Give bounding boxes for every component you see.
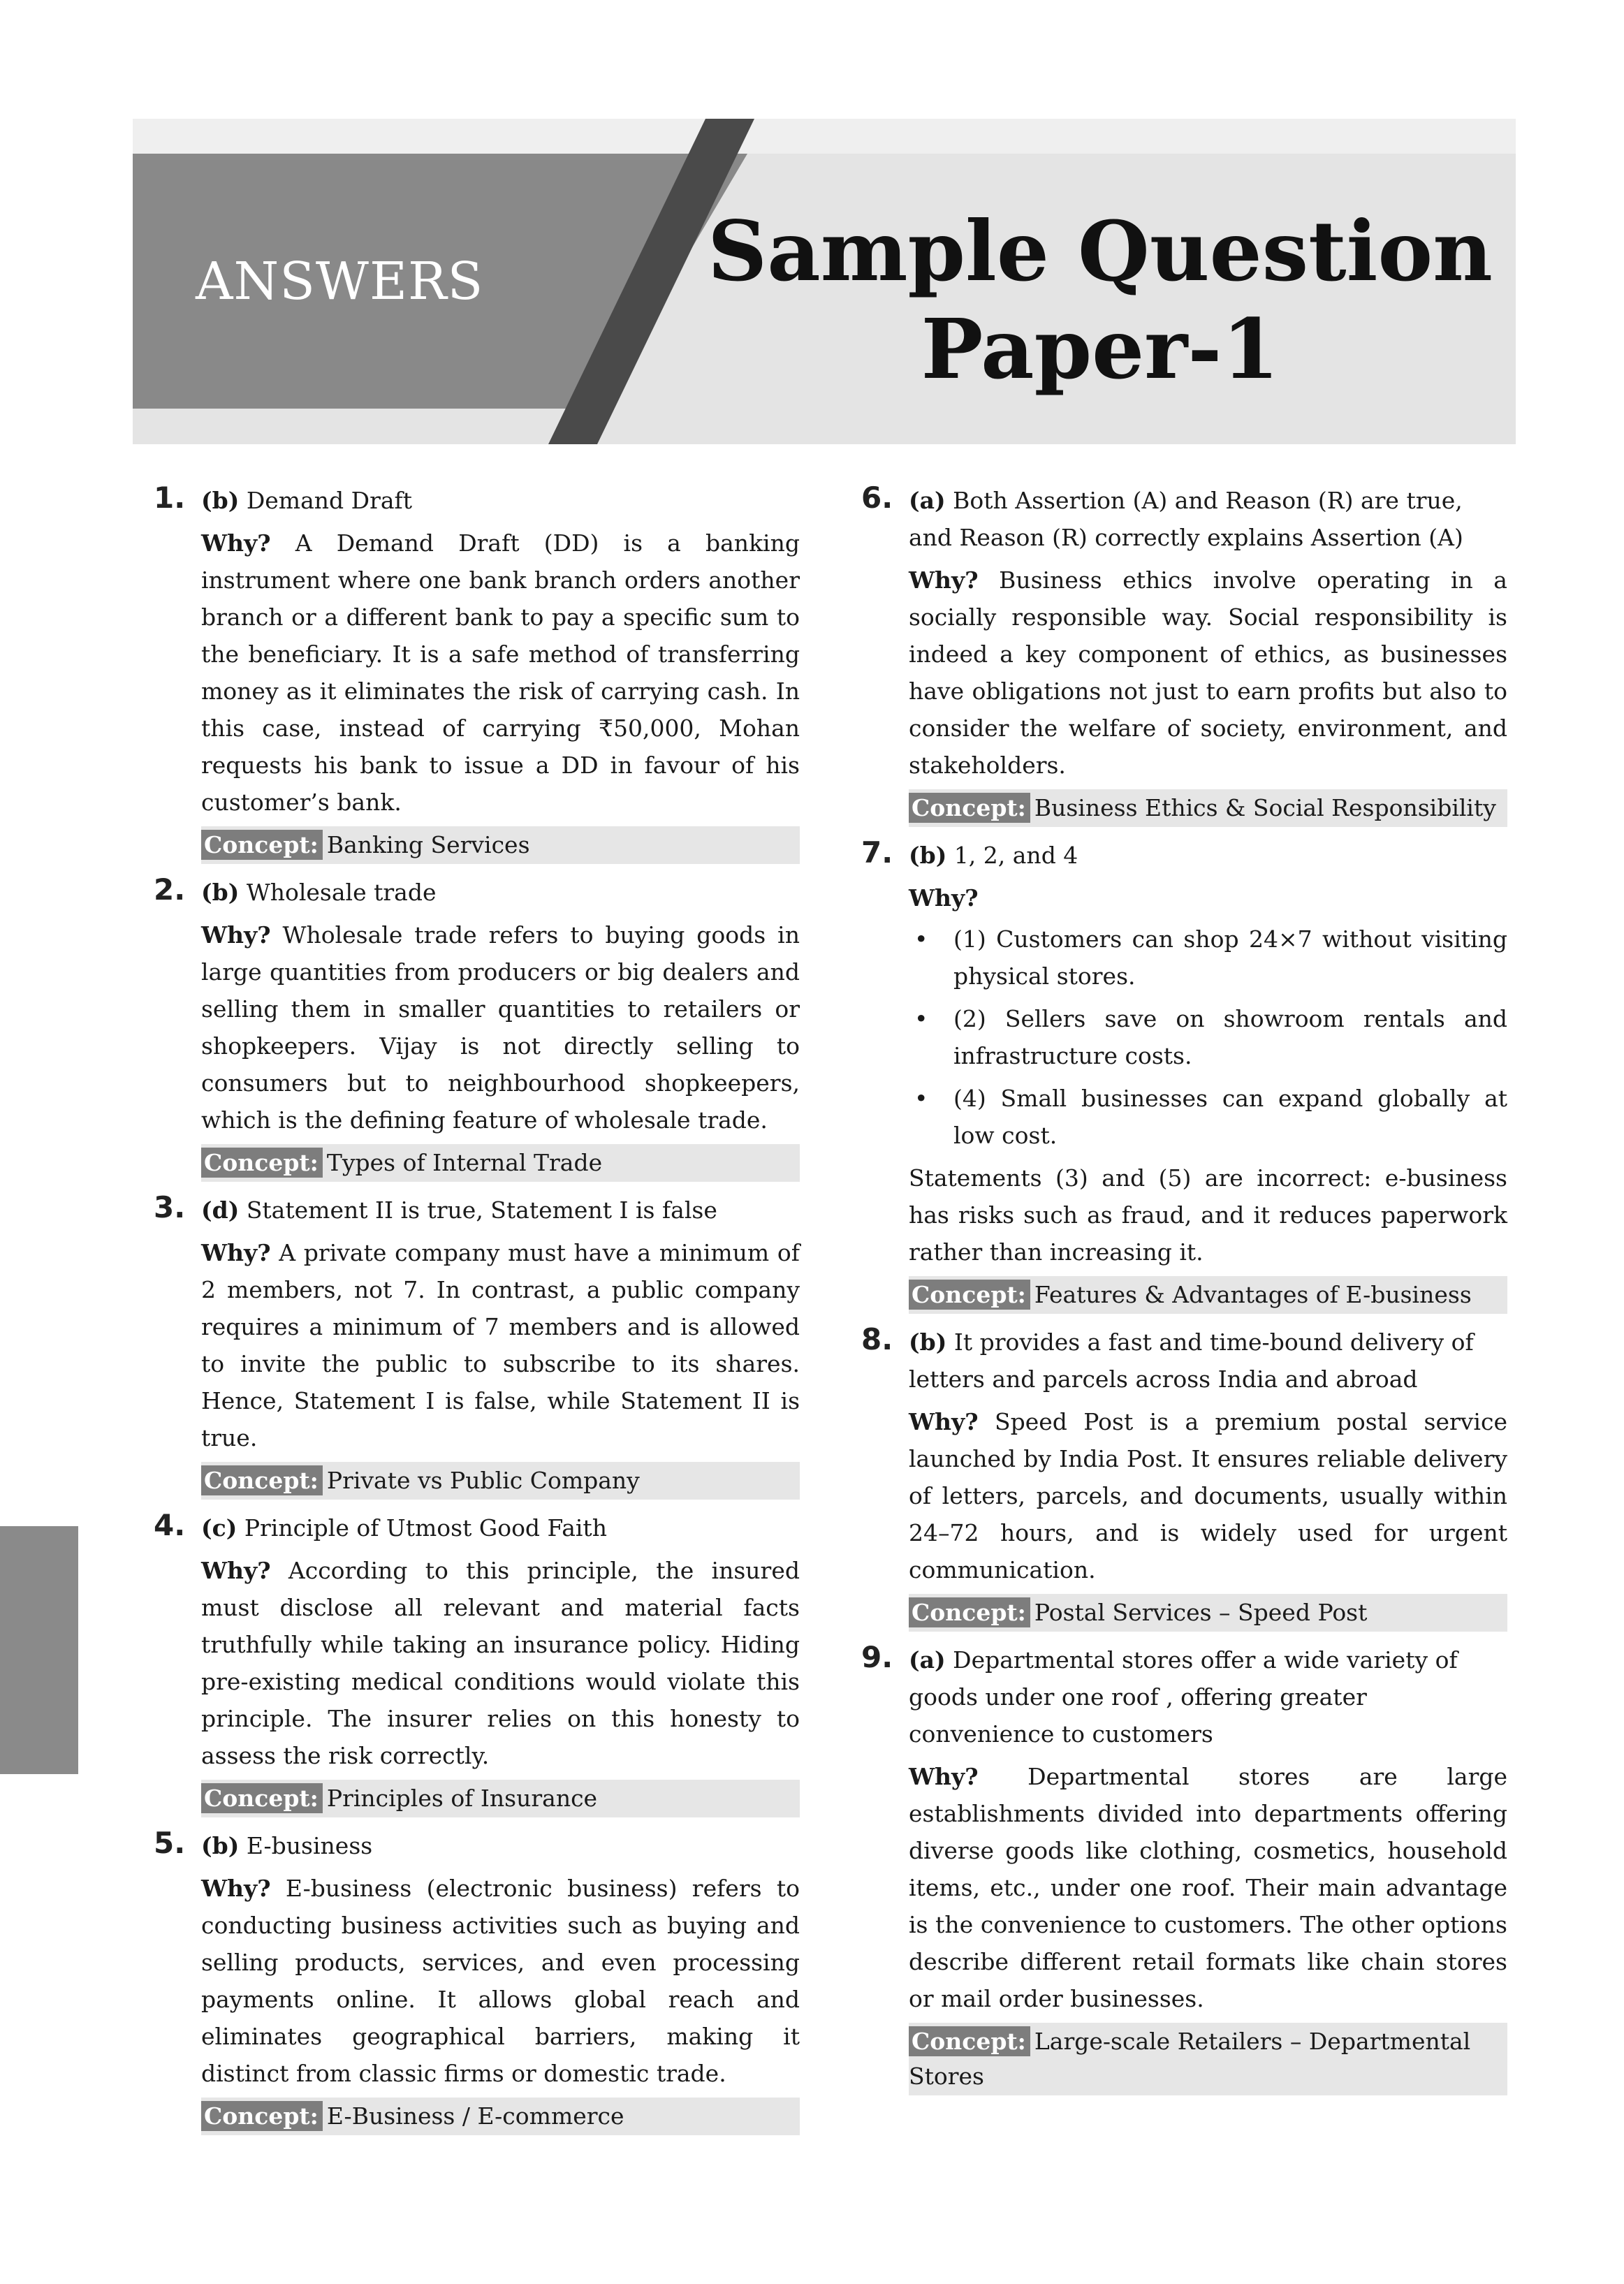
answer-text: E-business [246,1832,373,1859]
question-number: 7. [861,835,893,870]
question-number: 1. [154,481,186,515]
why-label: Why? [201,1557,271,1584]
why-text: Wholesale trade refers to buying goods in large quantities from producers or big dealers and selling them in smaller quantities to retailers or shopkeepers. Vijay is not directly selling to consumers but to neighbourhood shopkeepers, which is the defining feature of wholesale trade. [201,921,800,1134]
left-column [154,482,800,2145]
page-header [133,119,1516,444]
answer-option: (a) [909,487,946,514]
why-label: Why? [201,529,271,557]
concept-text: Principles of Insurance [326,1785,598,1812]
reason-list [909,921,1507,1154]
explanation [909,1758,1507,2017]
answer-option: (b) [909,842,947,869]
why-text: A Demand Draft (DD) is a banking instrument where one bank branch orders another branch or a different bank to pay a specific sum to the beneficiary. It is a safe method of transferring money as it eliminates the risk of carrying cash. In this case, instead of carrying ₹50,000, Mohan requests his bank to issue a DD in favour of his customer’s bank. [201,529,800,816]
question-number: 5. [154,1826,186,1860]
answer-option: (c) [201,1514,237,1542]
answer-line [909,837,1507,874]
answer-option: (d) [201,1196,240,1224]
concept-label: Concept: [909,1597,1030,1627]
why-text: Speed Post is a premium postal service launched by India Post. It ensures reliable delivery of letters, parcels, and documents, usually within 24–72 hours, and is widely used for urgent communication. [909,1408,1507,1583]
concept-box [909,1276,1507,1314]
answer-option: (b) [909,1328,947,1356]
answer-item [861,1641,1507,2095]
why-text: Departmental stores are large establishments divided into departments offering diverse goods like clothing, cosmetics, household items, etc., under one roof. Their main advantage is the convenience to customers. The other options describe different retail formats like chain stores or mail order businesses. [909,1763,1507,2012]
answer-item [154,1509,800,1817]
answer-text: Both Assertion (A) and Reason (R) are true, and Reason (R) correctly explains Assertion (A) [909,487,1463,551]
explanation [909,562,1507,784]
explanation [201,916,800,1139]
answer-item [154,1192,800,1500]
concept-box [201,1780,800,1817]
concept-box [909,789,1507,827]
concept-box [909,2023,1507,2095]
explanation [201,525,800,821]
concept-box [201,2098,800,2135]
answer-option: (b) [201,1832,240,1859]
concept-text: E-Business / E-commerce [326,2102,624,2130]
answer-text: Wholesale trade [246,879,437,906]
page-title [692,203,1509,398]
answer-text: 1, 2, and 4 [953,842,1078,869]
answer-text: Departmental stores offer a wide variety of goods under one roof , offering greater convenience to customers [909,1646,1458,1748]
answer-line [909,1641,1507,1752]
explanation [201,1870,800,2092]
answer-option: (b) [201,487,240,514]
answer-text: It provides a fast and time-bound delivery of letters and parcels across India and abroad [909,1328,1474,1393]
concept-label: Concept: [201,1783,323,1813]
additional-note: Statements (3) and (5) are incorrect: e-business has risks such as fraud, and it reduces paperwork rather than increasing it. [909,1164,1507,1266]
concept-box [201,1462,800,1500]
answer-line [201,482,800,519]
answer-line [201,1827,800,1864]
concept-label: Concept: [201,830,323,860]
concept-box [201,1144,800,1182]
concept-text: Banking Services [326,831,530,858]
concept-box [909,1594,1507,1632]
explanation [201,1234,800,1456]
explanation [201,1552,800,1774]
question-number: 3. [154,1190,186,1224]
concept-text: Private vs Public Company [326,1467,640,1494]
answer-item [154,874,800,1182]
concept-box [201,826,800,864]
answer-item [861,1324,1507,1632]
concept-text: Types of Internal Trade [326,1149,603,1176]
concept-label: Concept: [201,1148,323,1178]
concept-label: Concept: [201,2101,323,2131]
why-text: E-business (electronic business) refers to conducting business activities such as buying and selling products, services, and even processing payments online. It allows global reach and eliminates geographical barriers, making it distinct from classic firms or domestic trade. [201,1875,800,2087]
why-label: Why? [909,1763,979,1790]
question-number: 2. [154,872,186,907]
why-label: Why? [201,1875,271,1902]
why-label: Why? [201,921,271,949]
answer-item [154,482,800,864]
concept-label: Concept: [201,1465,323,1495]
answer-line [201,1192,800,1229]
why-text: According to this principle, the insured must disclose all relevant and material facts truthfully while taking an insurance policy. Hiding pre-existing medical conditions would violate this principle. The insurer relies on this honesty to assess the risk correctly. [201,1557,800,1769]
answer-item [154,1827,800,2135]
answer-text: Demand Draft [246,487,413,514]
answer-option: (a) [909,1646,946,1674]
answer-line [201,874,800,911]
question-number: 8. [861,1322,893,1356]
concept-text: Large-scale Retailers – Departmental Stores [909,2028,1471,2090]
concept-label: Concept: [909,1280,1030,1310]
explanation [909,1403,1507,1588]
why-label: Why? [201,1239,271,1266]
concept-text: Postal Services – Speed Post [1034,1599,1368,1626]
concept-text: Features & Advantages of E-business [1034,1281,1472,1308]
question-number: 9. [861,1640,893,1674]
list-item: • (2) Sellers save on showroom rentals and infrastructure costs. [909,1000,1507,1074]
answer-item [861,837,1507,1314]
side-tab-marker [0,1526,78,1774]
answer-text: Principle of Utmost Good Faith [244,1514,607,1542]
why-text: Business ethics involve operating in a socially responsible way. Social responsibility is indeed a key component of ethics, as businesses have obligations not just to earn profits but also to consider the welfare of society, environment, and stakeholders. [909,566,1507,779]
list-item: • (4) Small businesses can expand globally at low cost. [909,1080,1507,1154]
concept-label: Concept: [909,2026,1030,2056]
explanation [909,879,1507,916]
question-number: 4. [154,1508,186,1542]
page-title-line2: Paper-1 [921,300,1280,397]
answer-item [861,482,1507,827]
answer-line [909,1324,1507,1398]
answer-line [201,1509,800,1546]
right-column [861,482,1507,2105]
page-title-line1: Sample Question [708,203,1493,300]
concept-text: Business Ethics & Social Responsibility [1034,794,1496,821]
why-label: Why? [909,884,979,912]
answer-line [909,482,1507,556]
question-number: 6. [861,481,893,515]
why-text: A private company must have a minimum of 2 members, not 7. In contrast, a public company requires a minimum of 7 members and is allowed to invite the public to subscribe to its shares. Hence, Statement I is false, while Statement II is true. [201,1239,800,1451]
answer-option: (b) [201,879,240,906]
section-label: ANSWERS [196,251,484,312]
concept-label: Concept: [909,793,1030,823]
list-item: • (1) Customers can shop 24×7 without visiting physical stores. [909,921,1507,995]
answer-text: Statement II is true, Statement I is false [246,1196,717,1224]
why-label: Why? [909,566,979,594]
why-label: Why? [909,1408,979,1435]
